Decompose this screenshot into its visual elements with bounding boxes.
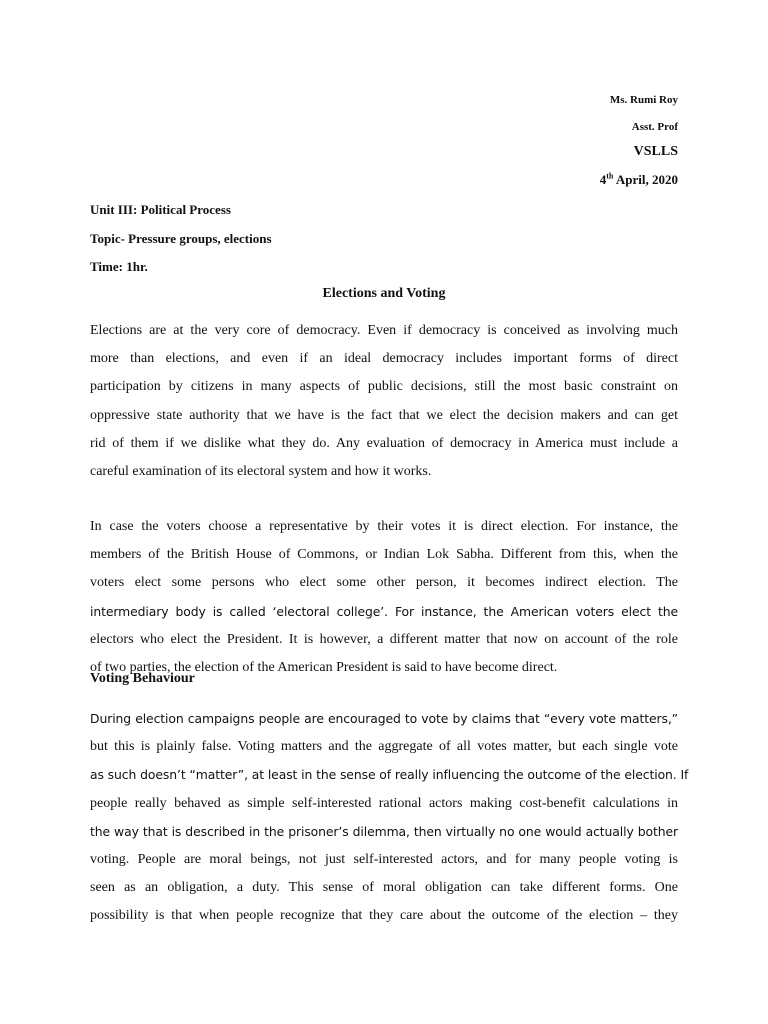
author-name: Ms. Rumi Roy (609, 94, 678, 106)
topic-line: Topic- Pressure groups, elections (90, 231, 272, 246)
paragraph-line: of two parties, the election of the American President is said to have become direct. (90, 659, 558, 675)
date-month-year: April, 2020 (613, 172, 678, 187)
paragraph-line: intermediary body is called ‘electoral college’. For instance, the American voters elect the (90, 603, 678, 619)
paragraph-line: electors who elect the President. It is however, a different matter that now on account of the role (90, 631, 678, 647)
section-heading-voting-behaviour: Voting Behaviour (90, 671, 195, 686)
paragraph-line: rid of them if we dislike what they do. Any evaluation of democracy in America must include a (90, 435, 678, 451)
paragraph-line: more than elections, and even if an ideal democracy includes important forms of direct (90, 351, 678, 367)
paragraph-elections-core (90, 317, 678, 486)
document-title: Elections and Voting (322, 286, 446, 301)
paragraph-direct-indirect (90, 513, 678, 682)
date-suffix: th (606, 171, 614, 181)
unit-line: Unit III: Political Process (90, 202, 231, 217)
paragraph-line: Elections are at the very core of democracy. Even if democracy is conceived as involving much (90, 323, 678, 338)
paragraph-line: possibility is that when people recognize that they care about the outcome of the election – they (90, 908, 678, 924)
paragraph-line: members of the British House of Commons, or Indian Lok Sabha. Different from this, when the (90, 547, 678, 563)
paragraph-line: oppressive state authority that we have is the fact that we elect the decision makers and can get (90, 407, 678, 423)
paragraph-line: as such doesn’t “matter”, at least in the sense of really influencing the outcome of the election. If (90, 767, 689, 783)
paragraph-line: careful examination of its electoral system and how it works. (90, 463, 432, 479)
paragraph-line: participation by citizens in many aspects of public decisions, still the most basic constraint on (90, 379, 678, 395)
paragraph-line: In case the voters choose a representative by their votes it is direct election. For instance, the (90, 519, 678, 534)
paragraph-line: voting. People are moral beings, not just self-interested actors, and for many people voting is (90, 851, 678, 867)
paragraph-line: During election campaigns people are encouraged to vote by claims that “every vote matters,” (90, 711, 678, 726)
date-day: 4 (599, 172, 607, 187)
paragraph-line: seen as an obligation, a duty. This sense of moral obligation can take different forms. One (90, 880, 678, 896)
paragraph-line: voters elect some persons who elect some other person, it becomes indirect election. The (90, 575, 678, 591)
paragraph-line: the way that is described in the prisoner’s dilemma, then virtually no one would actually bother (90, 823, 678, 839)
institution-name: VSLLS (633, 144, 678, 159)
document-date (600, 172, 678, 188)
paragraph-line: people really behaved as simple self-interested rational actors making cost-benefit calculations in (90, 795, 678, 811)
author-role: Asst. Prof (631, 121, 678, 133)
paragraph-line: but this is plainly false. Voting matters and the aggregate of all votes matter, but each single vote (90, 739, 678, 755)
time-line: Time: 1hr. (90, 259, 148, 274)
paragraph-voting-behaviour (90, 705, 689, 931)
